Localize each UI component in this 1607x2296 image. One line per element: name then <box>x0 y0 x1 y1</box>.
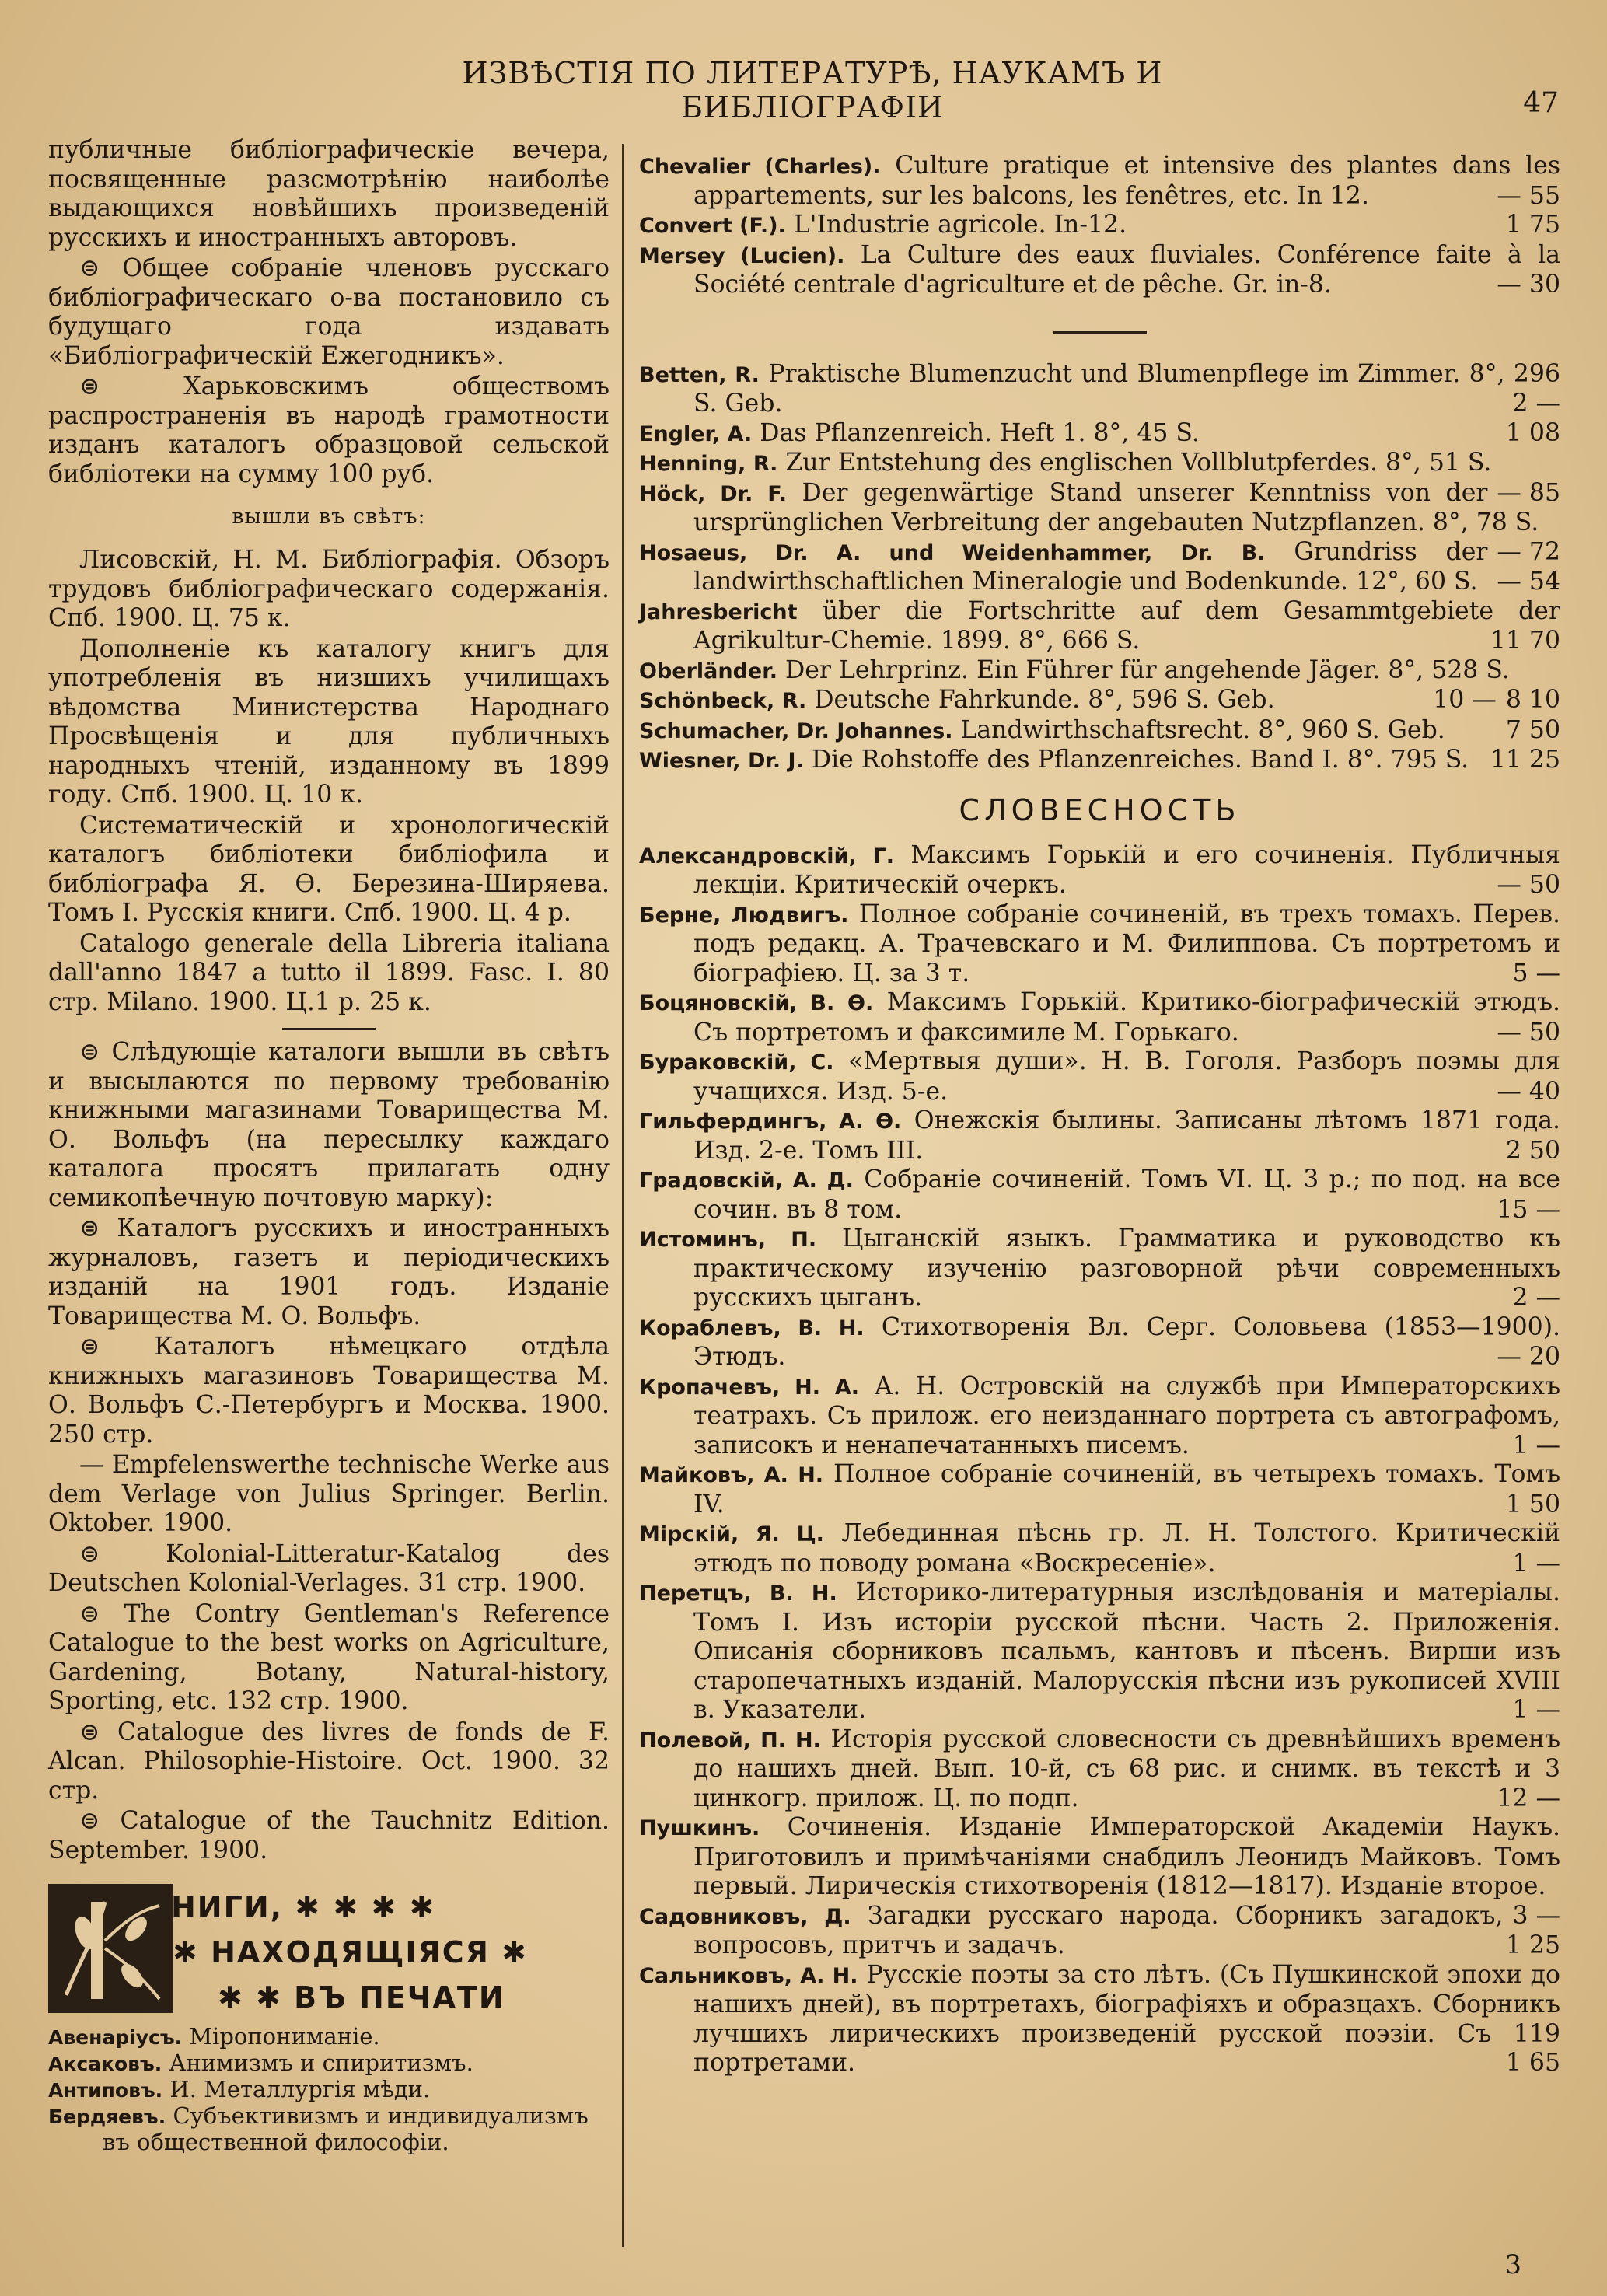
separator-rule <box>282 1028 376 1030</box>
title: Субъективизмъ и индивидуализмъ въ общественной философіи. <box>103 2102 589 2155</box>
title: Grundriss der landwirthschaftlichen Mineralogie und Bodenkunde. 12°, 60 S. <box>693 537 1488 596</box>
author: Betten, R. <box>639 362 760 387</box>
catalog-item: ⊜ Каталогъ русскихъ и иностранныхъ журналовъ, газетъ и періодическихъ изданій на 1901 годъ. Изданіе Товарищества М. О. Вольфъ. <box>48 1214 610 1330</box>
book-entry <box>639 1725 1560 1814</box>
author: Пушкинъ. <box>639 1816 760 1840</box>
price: 10 — <box>1433 686 1497 714</box>
title: Zur Entstehung des englischen Vollblutpferdes. 8°, 51 S. <box>785 449 1492 477</box>
book-entry <box>639 1047 1560 1106</box>
author: Перетцъ, В. Н. <box>639 1581 837 1606</box>
price: — 55 <box>1497 181 1560 210</box>
title: Историко-литературныя изслѣдованія и матеріалы. Томъ I. Изъ исторіи русской пѣсни. Часть 2. Приложенія. Описанія сборниковъ псальмъ, кантовъ и пѣсенъ. Вирши изъ старопечатныхъ изданій. Малорусскія пѣсни изъ рукописей XVIII в. Указатели. <box>693 1578 1560 1724</box>
author: Кораблевъ, В. Н. <box>639 1316 865 1340</box>
catalog-item: ⊜ Catalogue des livres de fonds de F. Alcan. Philosophie-Histoire. Oct. 1900. 32 стр. <box>48 1718 610 1805</box>
book-entry <box>639 211 1560 241</box>
price: 12 — <box>1497 1784 1560 1812</box>
book-entry <box>639 1313 1560 1372</box>
author: Антиповъ. <box>48 2079 163 2102</box>
banner-line-2: ✱ НАХОДЯЩІЯСЯ ✱ <box>173 1935 528 1969</box>
book-entry <box>639 1225 1560 1313</box>
left-column <box>48 136 610 2155</box>
price: 1 — <box>1512 1431 1560 1459</box>
book-entry <box>639 746 1560 776</box>
author: Chevalier (Charles). <box>639 155 881 179</box>
price: 1 — <box>1512 1696 1560 1724</box>
author: Бердяевъ. <box>48 2106 166 2128</box>
price: — 54 <box>1497 568 1560 596</box>
book-entry <box>639 1961 1560 2078</box>
price: 2 — <box>1512 390 1560 418</box>
price: 1 — <box>1512 1549 1560 1578</box>
ornamental-initial-k-icon <box>48 1884 173 2013</box>
author: Кропачевъ, Н. А. <box>639 1375 859 1400</box>
author: Истоминъ, П. <box>639 1228 817 1252</box>
title: Стихотворенія Вл. Серг. Соловьева (1853—1900). Этюдъ. <box>693 1312 1561 1371</box>
book-entry <box>639 1372 1560 1461</box>
author: Полевой, П. Н. <box>639 1728 821 1753</box>
news-item: ⊜ Общее собраніе членовъ русскаго библіографическаго о-ва постановило съ будущаго года издавать «Библіографическій Ежегодникъ». <box>48 254 610 370</box>
catalog-item: ⊜ The Contry Gentleman's Reference Catalogue to the best works on Agriculture, Gardening, Botany, Natural-history, Sporting, etc. 132 стр. 1900. <box>48 1599 610 1715</box>
title: La Culture des eaux fluviales. Conférence faite à la Société centrale d'agriculture et de pêche. Gr. in-8. <box>693 240 1560 299</box>
price: 15 — <box>1497 1195 1560 1224</box>
price: — 85 <box>1497 478 1560 507</box>
price: 1 50 <box>1505 1490 1560 1518</box>
books-in-print-banner <box>48 1884 610 2024</box>
author: Александровскій, Г. <box>639 844 894 868</box>
price: 1 75 <box>1505 211 1560 239</box>
banner-line-3: ✱ ✱ ВЪ ПЕЧАТИ <box>218 1980 505 2015</box>
book-entry <box>639 1460 1560 1519</box>
title: «Мертвыя души». Н. В. Гоголя. Разборъ поэмы для учащихся. Изд. 5-е. <box>693 1047 1561 1106</box>
intro-paragraph: публичные библіографическіе вечера, посвященные разсмотрѣнію наиболѣе выдающихся новѣйшихъ произведеній русскихъ и иностранныхъ авторовъ. <box>48 136 610 252</box>
author: Гильфердингъ, А. Ѳ. <box>639 1110 902 1134</box>
author: Майковъ, А. Н. <box>639 1463 824 1487</box>
book-entry <box>639 1578 1560 1725</box>
book-entry <box>639 841 1560 900</box>
title: Praktische Blumenzucht und Blumenpflege im Zimmer. 8°, 296 S. Geb. <box>693 359 1560 418</box>
book-entry <box>639 900 1560 989</box>
author: Schumacher, Dr. Johannes. <box>639 718 953 743</box>
book-entry <box>639 241 1560 300</box>
title: Загадки русскаго народа. Сборникъ загадокъ, вопросовъ, притчъ и задачъ. <box>693 1901 1504 1959</box>
title: Der gegenwärtige Stand unserer Kenntniss von der ursprünglichen Verbreitung der angebauten Nutzpflanzen. 8°, 78 S. <box>693 478 1539 536</box>
running-title: ИЗВѢСТІЯ ПО ЛИТЕРАТУРѢ, НАУКАМЪ И БИБЛІОГРАФІИ <box>462 56 1163 124</box>
author: Höck, Dr. F. <box>639 481 787 506</box>
price: 8 10 <box>1505 686 1560 714</box>
author: Боцяновскій, В. Ѳ. <box>639 991 874 1015</box>
in-print-entry <box>48 2050 610 2077</box>
page-number: 47 <box>1523 87 1559 119</box>
price: 1 25 <box>1505 1931 1560 1959</box>
published-item: Дополненіе къ каталогу книгъ для употребленія въ низшихъ училищахъ вѣдомства Министерства Народнаго Просвѣщенія и для публичныхъ народныхъ чтеній, изданному въ 1899 году. Спб. 1900. Ц. 10 к. <box>48 634 610 809</box>
author: Мірскій, Я. Ц. <box>639 1522 824 1546</box>
title: Русскіе поэты за сто лѣтъ. (Съ Пушкинской эпохи до нашихъ дней), въ портретахъ, біографіяхъ и образцахъ. Сборникъ лучшихъ лирическихъ произведеній русской поэзіи. Съ 119 портретами. <box>693 1960 1560 2077</box>
title: Исторія русской словесности съ древнѣйшихъ временъ до нашихъ дней. Вып. 10-й, съ 68 рис. и снимк. въ текстѣ и 3 цинкогр. прилож. Ц. по подп. <box>693 1725 1560 1812</box>
author: Садовниковъ, Д. <box>639 1904 851 1929</box>
published-item: Систематическій и хронологическій каталогъ библіотеки библіофила и библіографа Я. Ѳ. Березина-Ширяева. Томъ I. Русскія книги. Спб. 1900. Ц. 4 р. <box>48 811 610 927</box>
author: Mersey (Lucien). <box>639 243 845 268</box>
book-entry <box>639 360 1560 419</box>
book-entry <box>639 597 1560 656</box>
author: Henning, R. <box>639 452 778 476</box>
title: Міропониманіе. <box>189 2023 380 2050</box>
price: 2 50 <box>1505 1136 1560 1165</box>
book-entry <box>639 1519 1560 1578</box>
title: Онежскія былины. Записаны лѣтомъ 1871 года. Изд. 2-е. Томъ III. <box>693 1106 1561 1165</box>
published-item: Лисовскій, Н. М. Библіографія. Обзоръ трудовъ библіографическаго содержанія. Спб. 1900. Ц. 75 к. <box>48 546 610 632</box>
author: Engler, A. <box>639 421 753 446</box>
book-entry <box>639 419 1560 449</box>
author: Oberländer. <box>639 659 777 683</box>
title: Die Rohstoffe des Pflanzenreiches. Band I. 8°. 795 S. <box>811 746 1469 774</box>
price: 11 70 <box>1490 627 1560 655</box>
title: Полное собраніе сочиненій, въ трехъ томахъ. Перев. подъ редакц. А. Трачевскаго и М. Филиппова. Съ портретомъ и біографіею. Ц. за 3 т. <box>693 900 1561 987</box>
title: Das Pflanzenreich. Heft 1. 8°, 45 S. <box>760 418 1200 447</box>
price: — 30 <box>1497 271 1560 299</box>
separator-rule <box>1053 331 1147 334</box>
book-entry <box>639 686 1560 716</box>
in-print-entry <box>48 2077 610 2103</box>
author: Авенаріусъ. <box>48 2026 183 2049</box>
price: — 50 <box>1497 1018 1560 1047</box>
title: Цыганскій языкъ. Грамматика и руководство къ практическому изученію разговорной рѣчи современныхъ русскихъ цыганъ. <box>693 1225 1560 1312</box>
title: Сочиненія. Изданіе Императорской Академіи Наукъ. Приготовилъ и примѣчаніями снабдилъ Леонидъ Майковъ. Томъ первый. Лирическія стихотворенія (1812—1817). Изданіе второе. <box>693 1813 1561 1900</box>
title: Максимъ Горькій. Критико-біографическій этюдъ. Съ портретомъ и факсимиле М. Горькаго. <box>693 988 1561 1047</box>
in-print-entry <box>48 2024 610 2050</box>
title: Полное собраніе сочиненій, въ четырехъ томахъ. Томъ IV. <box>693 1460 1561 1518</box>
title: Собраніе сочиненій. Томъ VI. Ц. 3 р.; по под. на все сочин. въ 8 том. <box>693 1165 1560 1224</box>
author: Аксаковъ. <box>48 2053 162 2075</box>
published-heading: вышли въ свѣтъ: <box>232 505 426 529</box>
price: — 20 <box>1497 1343 1560 1371</box>
price: 7 50 <box>1505 715 1560 744</box>
title: L'Industrie agricole. In-12. <box>793 211 1127 239</box>
title: Максимъ Горькій и его сочиненія. Публичныя лекціи. Критическій очеркъ. <box>693 840 1561 899</box>
title: И. Металлургія мѣди. <box>169 2076 431 2102</box>
book-entry <box>639 1106 1560 1165</box>
price: 11 25 <box>1490 746 1560 774</box>
price: 3 — <box>1512 1901 1560 1930</box>
book-entry <box>639 538 1560 597</box>
title: Der Lehrprinz. Ein Führer für angehende Jäger. 8°, 528 S. <box>784 655 1510 684</box>
catalog-item: ⊜ Каталогъ нѣмецкаго отдѣла книжныхъ магазиновъ Товарищества М. О. Вольфъ С.-Петербургъ и Москва. 1900. 250 стр. <box>48 1333 610 1449</box>
banner-line-1: НИГИ, ✱ ✱ ✱ ✱ <box>171 1890 436 1924</box>
title: Лебединная пѣснь гр. Л. Н. Толстого. Критическій этюдъ по поводу романа «Воскресеніе». <box>693 1519 1560 1578</box>
book-entry <box>639 1165 1560 1225</box>
catalog-item: ⊜ Слѣдующіе каталоги вышли въ свѣтъ и высылаются по первому требованію книжными магазинами Товарищества М. О. Вольфъ (на пересылку каждаго каталога просятъ прилагать одну семикопѣечную почтовую марку): <box>48 1038 610 1212</box>
book-entry <box>639 1902 1560 1961</box>
news-item: ⊜ Харьковскимъ обществомъ распространенія въ народѣ грамотности изданъ каталогъ образцовой сельской библіотеки на сумму 100 руб. <box>48 372 610 488</box>
price: — 72 <box>1497 537 1560 566</box>
published-item: Catalogo generale della Libreria italiana dall'anno 1847 a tutto il 1899. Fasc. I. 80 стр. Milano. 1900. Ц.1 р. 25 к. <box>48 929 610 1016</box>
author: Schönbeck, R. <box>639 689 807 713</box>
catalog-item: — Empfelenswerthe technische Werke aus dem Verlage von Julius Springer. Berlin. Oktober. 1900. <box>48 1451 610 1537</box>
catalog-item: ⊜ Kolonial-Litteratur-Katalog des Deutschen Kolonial-Verlages. 31 стр. 1900. <box>48 1539 610 1597</box>
author: Сальниковъ, А. Н. <box>639 1963 858 1988</box>
author: Бураковскій, С. <box>639 1050 834 1075</box>
book-entry <box>639 988 1560 1047</box>
title: Landwirthschaftsrecht. 8°, 960 S. Geb. <box>960 715 1445 744</box>
title: А. Н. Островскій на службѣ при Императорскихъ театрахъ. Съ прилож. его неизданнаго портрета съ автографомъ, записокъ и ненапечатанныхъ писемъ. <box>693 1372 1561 1459</box>
printer-signature: 3 <box>1504 2249 1521 2280</box>
title: Deutsche Fahrkunde. 8°, 596 S. Geb. <box>814 686 1275 714</box>
price: 1 65 <box>1505 2049 1560 2077</box>
book-entry <box>639 152 1560 211</box>
right-column <box>639 152 1560 2078</box>
column-divider <box>622 144 624 2247</box>
title: über die Fortschritte auf dem Gesammtgebiete der Agrikultur-Chemie. 1899. 8°, 666 S. <box>693 596 1560 655</box>
author: Jahresbericht <box>639 599 798 624</box>
catalog-item: ⊜ Catalogue of the Tauchnitz Edition. September. 1900. <box>48 1807 610 1864</box>
price: 2 — <box>1512 1284 1560 1312</box>
title: Анимизмъ и спиритизмъ. <box>169 2050 473 2076</box>
price: — 40 <box>1497 1077 1560 1106</box>
price: 5 — <box>1512 959 1560 987</box>
author: Hosaeus, Dr. A. und Weidenhammer, Dr. B. <box>639 540 1266 565</box>
title: Culture pratique et intensive des plantes dans les appartements, sur les balcons, les fenêtres, etc. In 12. <box>693 152 1561 210</box>
section-title: СЛОВЕСНОСТЬ <box>959 792 1241 827</box>
in-print-entry <box>48 2103 610 2155</box>
author: Wiesner, Dr. J. <box>639 749 804 773</box>
author: Градовскій, А. Д. <box>639 1169 854 1193</box>
author: Convert (F.). <box>639 214 786 238</box>
author: Берне, Людвигъ. <box>639 903 849 928</box>
price: — 50 <box>1497 871 1560 899</box>
book-entry <box>639 716 1560 746</box>
price: 1 08 <box>1505 418 1560 447</box>
